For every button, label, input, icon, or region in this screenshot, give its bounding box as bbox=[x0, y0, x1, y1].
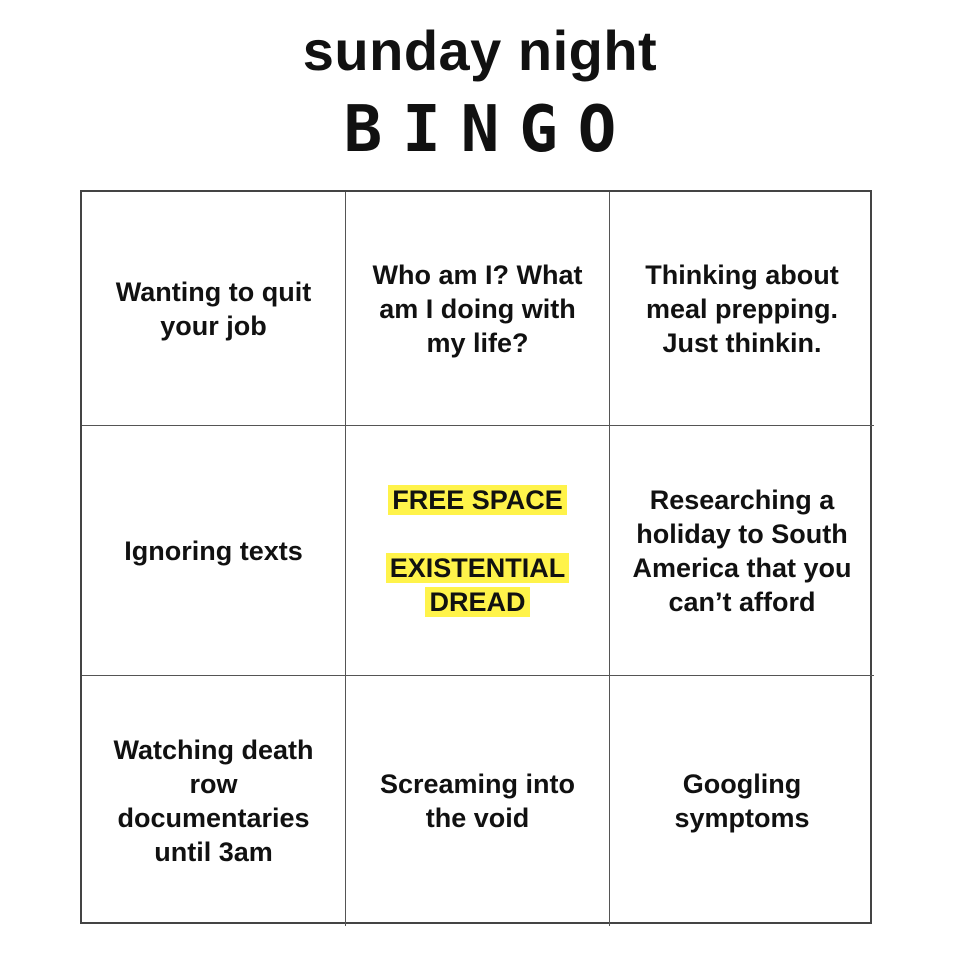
free-space-label: FREE SPACE bbox=[388, 485, 567, 515]
bingo-cell-4 bbox=[82, 426, 346, 676]
free-space-theme: EXISTENTIAL DREAD bbox=[386, 553, 570, 617]
bingo-cell-label: Researching a holiday to South America that you can’t afford bbox=[632, 484, 852, 617]
bingo-title: BINGO bbox=[343, 93, 637, 167]
bingo-cell-label: Thinking about meal prepping. Just thinkin. bbox=[645, 259, 839, 358]
bingo-cell-label: Wanting to quit your job bbox=[115, 276, 312, 341]
bingo-cell-7 bbox=[82, 676, 346, 926]
bingo-cell-label: Watching death row documentaries until 3am bbox=[113, 735, 314, 867]
bingo-cell-1 bbox=[82, 192, 346, 426]
bingo-cell-6 bbox=[610, 426, 874, 676]
bingo-cell-label: Googling symptoms bbox=[674, 769, 810, 833]
page-header bbox=[0, 0, 960, 190]
page-title: sunday night bbox=[302, 19, 658, 82]
bingo-cell-label: Ignoring texts bbox=[124, 535, 303, 566]
bingo-board bbox=[80, 190, 872, 924]
bingo-cell-9 bbox=[610, 676, 874, 926]
bingo-cell-free-space bbox=[346, 426, 610, 676]
bingo-cell-label: Who am I? What am I doing with my life? bbox=[372, 259, 583, 358]
bingo-cell-8 bbox=[346, 676, 610, 926]
bingo-cell-3 bbox=[610, 192, 874, 426]
bingo-cell-label: Screaming into the void bbox=[379, 769, 576, 833]
bingo-cell-2 bbox=[346, 192, 610, 426]
